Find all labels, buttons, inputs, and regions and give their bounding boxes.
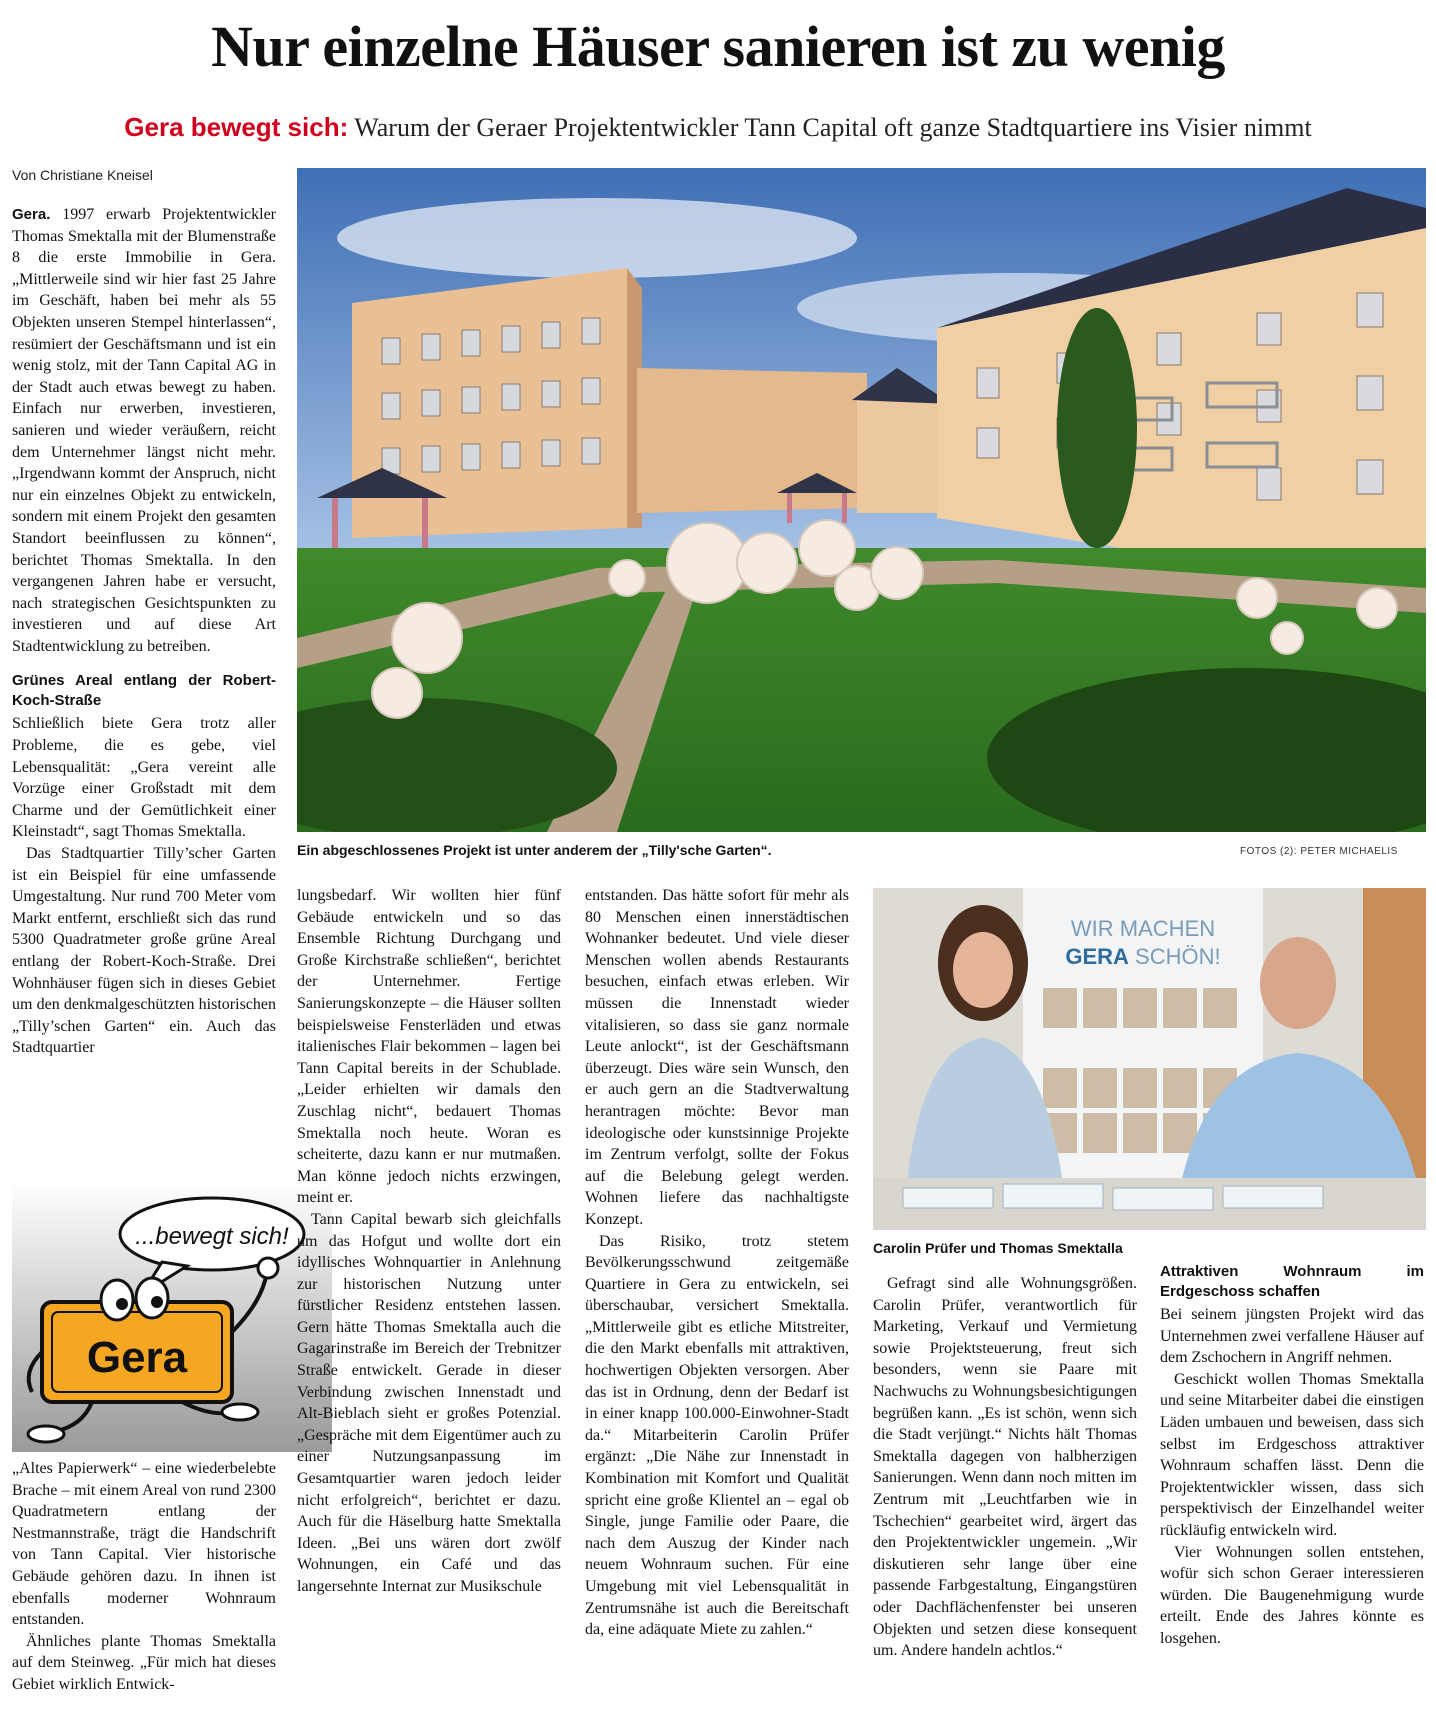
photo-credit: FOTOS (2): PETER MICHAELIS bbox=[1240, 846, 1398, 857]
column-5 bbox=[1160, 1262, 1424, 1650]
paragraph: Gefragt sind alle Wohnungsgrößen. Carolin Prüfer, verantwortlich für Marketing, Verkauf und Vermietung sowie Projektsteuerung, freut sich besonders, wenn sie Paare mit Nachwuchs zu Wohnungsbesichtigungen begrüßen kann. „Es ist schön, wenn sich die Stadt verjüngt.“ Nichts hält Thomas Smektalla dagegen von halbherzigen Sanierungen. Wenn dann noch mitten im Zentrum mit „Leuchtfarben wie in Tschechien“ gearbeitet wird, ärgert das den Projektentwickler ungemein. „Wir diskutieren sehr lange über eine passende Farbgestaltung, Eingangstüren oder Dachflächenfenster bei unseren Objekten und setzen diese konsequent um. Andere handeln achtlos.“ bbox=[873, 1275, 1137, 1660]
main-photo-caption: Ein abgeschlossenes Projekt ist unter anderem der „Tilly'sche Garten“. bbox=[297, 842, 772, 858]
dateline: Gera. bbox=[12, 206, 51, 223]
subhead-attraktiven-wohnraum: Attraktiven Wohnraum im Erdgeschoss schaffen bbox=[1160, 1263, 1424, 1300]
paragraph: Bei seinem jüngsten Projekt wird das Unternehmen zwei verfallene Häuser auf dem Zschochern in Angriff nehmen. bbox=[1160, 1306, 1424, 1367]
paragraph: Das Risiko, trotz stetem Bevölkerungsschwund zeitgemäße Quartiere in Gera zu entwickeln, sei überschaubar, versichert Smektalla. „Mittlerweile gibt es etliche Mitstreiter, die den Markt ebenfalls mit attraktiven, hochwertigen Objekten versorgen. Aber das ist in Ordnung, denn der Bedarf ist in einer knapp 100.000-Einwohner-Stadt da.“ Mitarbeiterin Carolin Prüfer ergänzt: „Die Nähe zur Innenstadt in Kombination mit Komfort und Qualität spricht eine große Klientel an – egal ob Single, junge Familie oder Paare, die nach dem Auszug der Kinder nach neuem Wohnraum suchen. Für eine Umgebung mit viel Lebensqualität in Zentrumsnähe ist auch die Bereitschaft da, eine adäquate Miete zu zahlen.“ bbox=[585, 1232, 849, 1639]
column-1-bottom bbox=[12, 1458, 276, 1696]
column-4 bbox=[873, 1273, 1137, 1662]
svg-text:GERA SCHÖN!: GERA SCHÖN! bbox=[1065, 944, 1221, 969]
sign-text: Gera bbox=[86, 1333, 188, 1382]
column-3 bbox=[585, 885, 849, 1641]
kicker: Gera bewegt sich: bbox=[124, 112, 349, 142]
paragraph: Ähnliches plante Thomas Smektalla auf dem Steinweg. „Für mich hat dieses Gebiet wirklich Entwick- bbox=[12, 1632, 276, 1693]
subhead-gruenes-areal: Grünes Areal entlang der Robert-Koch-Straße bbox=[12, 672, 276, 710]
column-2 bbox=[297, 885, 561, 1598]
subheadline bbox=[0, 112, 1436, 143]
paragraph: Geschickt wollen Thomas Smektalla und seine Mitarbeiter dabei die einstigen Läden umbauen und beweisen, dass sich selbst im Erdgeschoss attraktiver Wohnraum schaffen lässt. Denn die Projektentwickler wissen, dass sich perspektivisch der Einzelhandel weiter rückläufig entwickeln wird. bbox=[1160, 1370, 1424, 1539]
paragraph: lungsbedarf. Wir wollten hier fünf Gebäude entwickeln und so das Ensemble Richtung Durchgang und Große Kirchstraße schließen“, berichtet der Unternehmer. Fertige Sanierungskonzepte – die Häuser sollten beispielsweise Fensterläden und etwas italienisches Flair bekommen – lagen bei Tann Capital bereits in der Schublade. „Leider erhielten wir damals den Zuschlag nicht“, bedauert Thomas Smektalla noch heute. Woran es scheiterte, dazu kann er nur mutmaßen. Man könne jedoch nichts erzwingen, meint er. bbox=[297, 887, 561, 1207]
paragraph: Das Stadtquartier Tilly’scher Garten ist ein Beispiel für eine umfassende Umgestaltung. Nur rund 700 Meter vom Markt entfernt, erschließt sich das rund 5300 Quadratmeter große grüne Areal entlang der Robert-Koch-Straße. Drei Wohnhäuser fügen sich in dieses Gebiet um den denkmalgeschützten historischen „Tilly’schen Garten“ ein. Auch das Stadtquartier bbox=[12, 845, 276, 1057]
gera-bewegt-sich-logo bbox=[12, 1182, 332, 1452]
portrait-caption: Carolin Prüfer und Thomas Smektalla bbox=[873, 1240, 1123, 1256]
column-1-top bbox=[12, 204, 276, 1059]
byline: Von Christiane Kneisel bbox=[12, 167, 153, 183]
paragraph: entstanden. Das hätte sofort für mehr als 80 Menschen einen innerstädtischen Wohnanker bedeutet. Und viele dieser Menschen wollen abends Restaurants besuchen, einfach etwas erleben. Wir müssen die Innenstadt wieder vitalisieren, so dass sie ganz normale Leute anlockt“, ist der Geschäftsmann überzeugt. Dies wäre sein Wunsch, den er auch gern an die Stadtverwaltung herantragen möchte: Bevor man ideologische oder kunstsinnige Projekte im Zentrum verfolgt, sollte der Fokus auf die Belebung gelegt werden. Wohnen liefere das nachhaltigste Konzept. bbox=[585, 887, 849, 1228]
intro-paragraph: Gera. 1997 erwarb Projektentwickler Thomas Smektalla mit der Blumenstraße 8 die erste Immobilie in Gera. „Mittlerweile sind wir hier fast 25 Jahre im Geschäft, haben bei mehr als 55 Objekten unseren Stempel hinterlassen“, resümiert der Geschäftsmann und ist ein wenig stolz, mit der Tann Capital AG in der Stadt auch etwas bewegt zu haben. Einfach nur erwerben, investieren, sanieren und wieder veräußern, reicht dem Unternehmer längst nicht mehr. „Irgendwann kommt der Anspruch, nicht nur ein einzelnes Objekt zu entwickeln, sondern mit einem Projekt den gesamten Standort beeinflussen zu können“, berichtet Thomas Smektalla. In den vergangenen Jahren habe er versucht, nach strategischen Gesichtspunkten zu investieren und auf diese Art Stadtentwicklung zu betreiben. bbox=[12, 206, 276, 655]
paragraph: „Altes Papierwerk“ – eine wiederbelebte Brache – mit einem Areal von rund 2300 Quadratmetern entlang der Nestmannstraße, trägt die Handschrift von Tann Capital. Vier historische Gebäude gehören dazu. In ihnen ist ebenfalls moderner Wohnraum entstanden. bbox=[12, 1460, 276, 1629]
paragraph: Tann Capital bewarb sich gleichfalls um das Hofgut und wollte dort ein idyllisches Wohnquartier in Anlehnung zur historischen Nutzung unter fürstlicher Residenz entstehen lassen. Gern hätte Thomas Smektalla auch die Gagarinstraße im Bereich der Trebnitzer Straße entwickelt. Gerade in dieser Verbindung zwischen Innenstadt und Alt-Bieblach sieht er großes Potenzial. „Gespräche mit dem Eigentümer auch zu einer Nutzungsanpassung im Gesamtquartier waren jedoch leider nicht erfolgreich“, berichtet er dazu. Auch für die Häselburg hatte Smektalla Ideen. „Bei uns wären dort zwölf Wohnungen, ein Café und das langersehnte Internat zur Musikschule bbox=[297, 1210, 561, 1595]
speech-text: ...bewegt sich! bbox=[135, 1223, 289, 1250]
subheadline-text: Warum der Geraer Projektentwickler Tann Capital oft ganze Stadtquartiere ins Visier nimmt bbox=[354, 113, 1312, 142]
photo-tillyscher-garten bbox=[297, 168, 1426, 832]
sign-line-1: WIR MACHEN bbox=[1070, 916, 1216, 941]
paragraph: Schließlich biete Gera trotz aller Probleme, die es gebe, viel Lebensqualität: „Gera vereint alle Vorzüge einer Großstadt mit dem Charme und der Gemütlichkeit einer Kleinstadt“, sagt Thomas Smektalla. bbox=[12, 715, 276, 841]
photo-pruefer-smektalla bbox=[873, 888, 1426, 1230]
paragraph: Vier Wohnungen sollen entstehen, wofür sich schon Geraer interessieren würden. Die Baugenehmigung wurde erteilt. Ende des Jahres könnte es losgehen. bbox=[1160, 1543, 1424, 1647]
headline: Nur einzelne Häuser sanieren ist zu wenig bbox=[211, 14, 1225, 79]
